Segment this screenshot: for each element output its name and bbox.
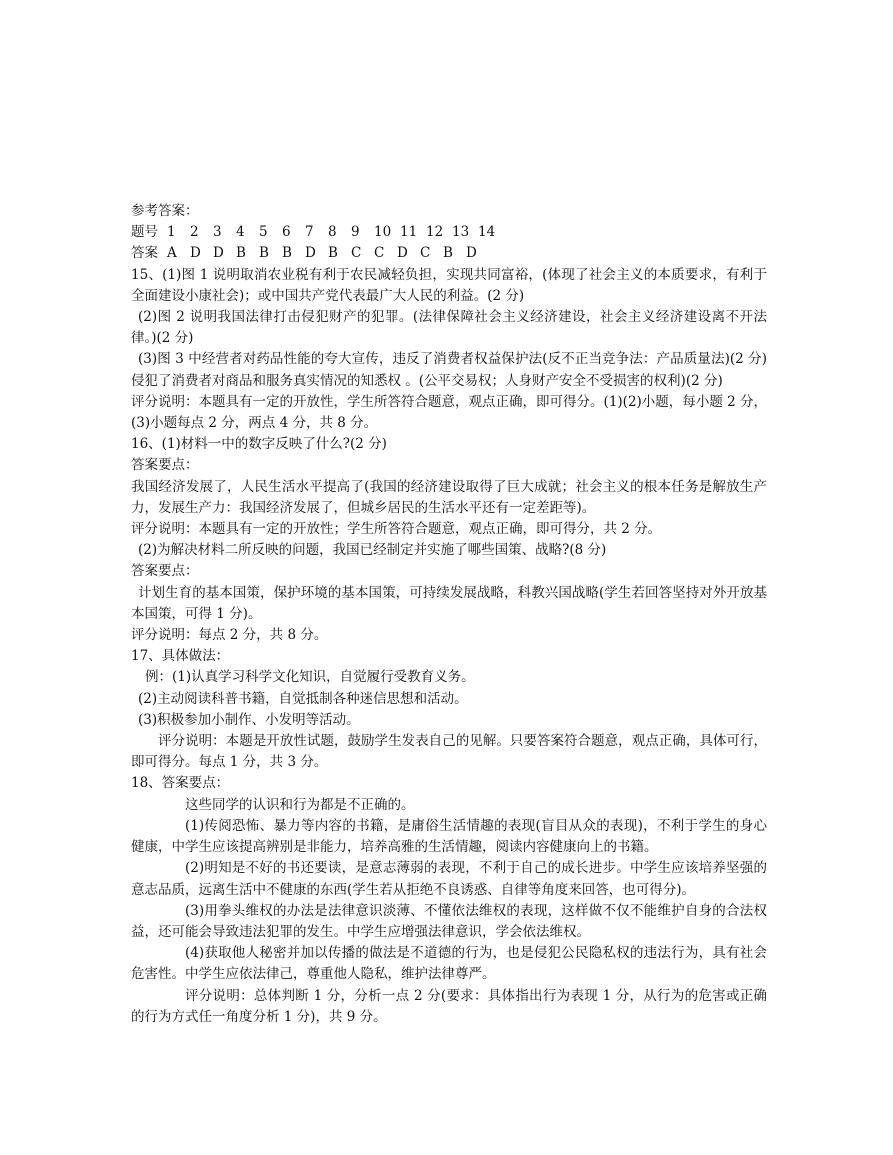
answer-letter: B [282, 245, 292, 262]
answer-letter: B [328, 245, 338, 262]
answer-paragraph: (3)用拳头维权的办法是法律意识淡薄、不懂依法维权的表现，这样做不仅不能维护自身的合法权益，还可能会导致违法犯罪的发生。中学生应增强法律意识，学会依法维权。 [131, 902, 767, 940]
question-number: 13 [452, 224, 470, 241]
answer-letter: C [420, 245, 431, 262]
answer-paragraph: (3)图 3 中经营者对药品性能的夸大宣传，违反了消费者权益保护法(反不正当竞争法：产品质量法)(2 分)侵犯了消费者对商品和服务真实情况的知悉权 。(公平交易权；人身财产安全不受损害的权利)(2 分) [131, 351, 767, 389]
answer-paragraph: 评分说明：本题具有一定的开放性，学生所答符合题意，观点正确，即可得分。(1)(2)小题，每小题 2 分，(3)小题每点 2 分，两点 4 分，共 8 分。 [131, 393, 767, 432]
question-number: 5 [259, 224, 268, 241]
answer-paragraph: 答案要点： [131, 563, 199, 580]
question-number: 6 [282, 224, 291, 241]
answer-row [131, 243, 767, 264]
question-number: 7 [305, 224, 314, 241]
question-number: 12 [426, 224, 444, 241]
answer-paragraph: (2)图 2 说明我国法律打击侵犯财产的犯罪。(法律保障社会主义经济建设，社会主义经济建设离不开法律。)(2 分) [131, 309, 767, 347]
question-number: 4 [236, 224, 245, 241]
question-number: 14 [478, 224, 496, 241]
answer-letter: A [167, 245, 177, 262]
answer-letter: D [397, 245, 408, 262]
answer-paragraph: (4)获取他人秘密并加以传播的做法是不道德的行为，也是侵犯公民隐私权的违法行为，具有社会危害性。中学生应依法律己，尊重他人隐私，维护法律尊严。 [131, 945, 767, 983]
answer-letter: D [305, 245, 316, 262]
answer-paragraph: 16、(1)材料一中的数字反映了什么?(2 分) [131, 436, 387, 453]
answer-label: 答案 [131, 245, 158, 262]
question-number-row [131, 222, 767, 243]
question-number-label: 题号 [131, 224, 158, 241]
answer-paragraph: 17、具体做法： [131, 648, 230, 665]
answer-letter: D [213, 245, 224, 262]
question-number: 2 [190, 224, 199, 241]
answer-paragraph: 答案要点： [131, 457, 199, 474]
answer-body [131, 265, 767, 1028]
answer-letter: D [190, 245, 201, 262]
answer-letter: C [374, 245, 385, 262]
answer-paragraph: 18、答案要点： [131, 775, 230, 792]
answer-paragraph: (2)主动阅读科普书籍，自觉抵制各种迷信思想和活动。 [138, 690, 468, 707]
answer-letter: B [236, 245, 246, 262]
answer-letter: B [259, 245, 269, 262]
question-number: 8 [328, 224, 337, 241]
question-number: 1 [167, 224, 176, 241]
answer-paragraph: 计划生育的基本国策，保护环境的基本国策，可持续发展战略，科教兴国战略(学生若回答坚持对外开放基本国策，可得 1 分)。 [131, 584, 767, 622]
answer-paragraph: 评分说明：本题具有一定的开放性；学生所答符合题意，观点正确，即可得分，共 2 分。 [131, 521, 662, 538]
answer-paragraph: (3)积极参加小制作、小发明等活动。 [138, 711, 360, 728]
answer-paragraph: 评分说明：总体判断 1 分，分析一点 2 分(要求：具体指出行为表现 1 分，从行为的危害或正确的行为方式任一角度分析 1 分)，共 9 分。 [131, 987, 767, 1025]
answer-paragraph: (1)传阅恐怖、暴力等内容的书籍，是庸俗生活情趣的表现(盲目从众的表现)，不利于学生的身心健康，中学生应该提高辨别是非能力，培养高雅的生活情趣，阅读内容健康向上的书籍。 [131, 817, 767, 856]
answer-paragraph: (2)明知是不好的书还要读，是意志薄弱的表现，不利于自己的成长进步。中学生应该培养坚强的意志品质，远离生活中不健康的东西(学生若从拒绝不良诱惑、自律等角度来回答，也可得分)。 [131, 860, 767, 898]
answer-paragraph: 我国经济发展了，人民生活水平提高了(我国的经济建设取得了巨大成就；社会主义的根本任务是解放生产力，发展生产力：我国经济发展了，但城乡居民的生活水平还有一定差距等)。 [131, 478, 767, 516]
answer-letter: D [466, 245, 477, 262]
answer-paragraph: 评分说明：每点 2 分，共 8 分。 [131, 627, 328, 644]
answer-paragraph: 评分说明：本题是开放性试题，鼓励学生发表自己的见解。只要答案符合题意，观点正确，具体可行，即可得分。每点 1 分，共 3 分。 [131, 733, 767, 771]
answer-paragraph: (2)为解决材料二所反映的问题，我国已经制定并实施了哪些国策、战略?(8 分) [138, 542, 607, 559]
question-number: 11 [400, 224, 418, 241]
answer-paragraph: 15、(1)图 1 说明取消农业税有利于农民减轻负担，实现共同富裕，(体现了社会主义的本质要求，有利于全面建设小康社会)；或中国共产党代表最广大人民的利益。(2 分) [131, 266, 767, 304]
question-number: 10 [374, 224, 392, 241]
answer-letter: C [351, 245, 362, 262]
document-title: 参考答案： [131, 203, 199, 219]
answer-letter: B [443, 245, 453, 262]
question-number: 9 [351, 224, 360, 241]
question-number: 3 [213, 224, 222, 241]
answer-paragraph: 这些同学的认识和行为都是不正确的。 [185, 796, 415, 813]
answer-paragraph: 例：(1)认真学习科学文化知识，自觉履行受教育义务。 [145, 669, 475, 686]
answer-document [131, 201, 767, 1028]
